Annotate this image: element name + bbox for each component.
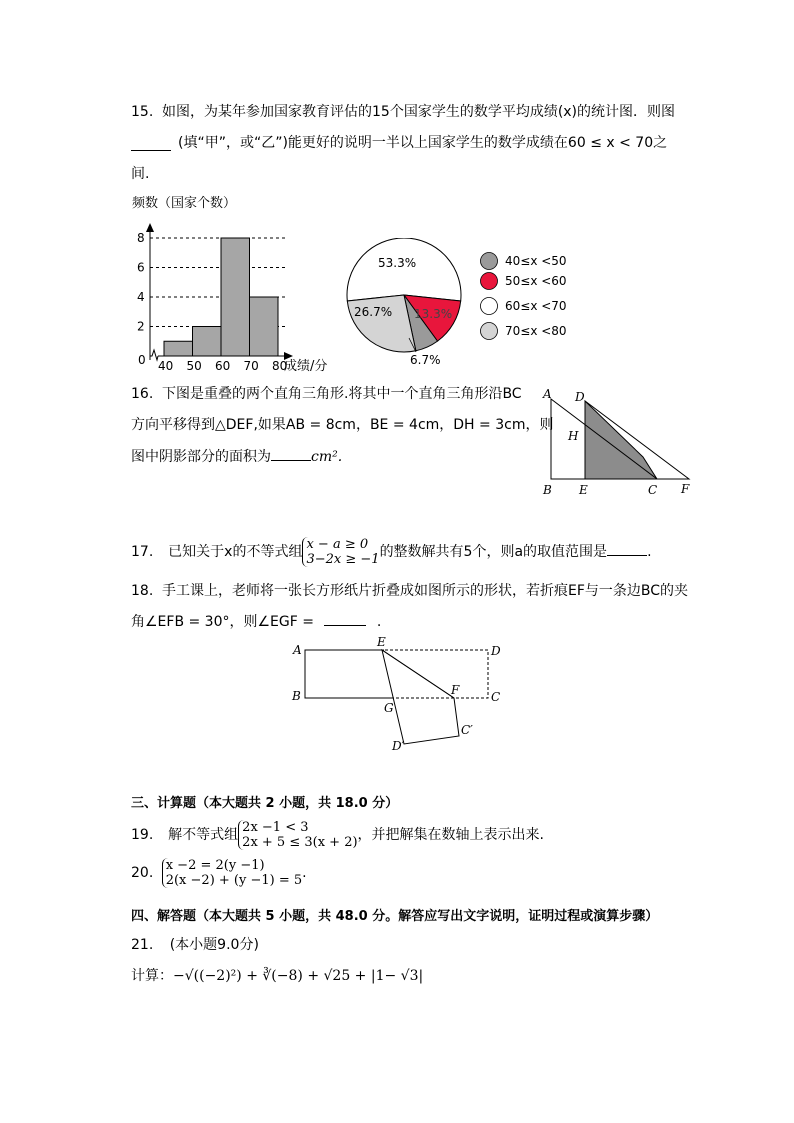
q15-pie-legend xyxy=(478,250,588,342)
q16-label-B: B xyxy=(543,483,552,497)
q17: 17. 已知关于x的不等式组 x − a ≥ 0 3−2x ≥ −1 的整数解共有5个，则a的取值范围是 . xyxy=(131,537,652,567)
q18-answer-blank[interactable] xyxy=(324,611,366,626)
histogram-x-tick: 40 xyxy=(158,359,174,373)
q18-label-C: C xyxy=(491,690,501,704)
q18-label-E: E xyxy=(377,636,386,649)
q15-histogram xyxy=(128,190,348,375)
histogram-x-tick: 80 xyxy=(272,359,288,373)
q16-answer-blank[interactable] xyxy=(271,446,311,461)
q16-line2: 方向平移得到△DEF,如果AB = 8cm，BE = 4cm，DH = 3cm，则 xyxy=(131,417,554,433)
histogram-xlabel: 成绩/分 xyxy=(284,359,328,374)
q16-label-C: C xyxy=(648,483,658,497)
histogram-y-tick: 4 xyxy=(137,290,145,304)
q20: 20. x −2 = 2(y −1) 2(x −2) + (y −1) = 5 . xyxy=(131,858,307,888)
q21-score: (本小题9.0分) xyxy=(169,937,259,953)
histogram-y-tick: 0 xyxy=(138,353,146,367)
histogram-bar xyxy=(250,297,279,356)
q18-label-F: F xyxy=(451,683,460,697)
pie-label-13: 13.3% xyxy=(414,307,453,321)
histogram-y-tick: 8 xyxy=(137,231,145,245)
section-4-title: 四、解答题（本大题共 5 小题，共 48.0 分。解答应写出文字说明，证明过程或演算步骤） xyxy=(131,909,659,924)
q17-post: 的整数解共有5个，则a的取值范围是 xyxy=(379,544,608,560)
pie-label-26: 26.7% xyxy=(354,305,393,319)
q15-line2: (填“甲”，或“乙”)能更好的说明一半以上国家学生的数学成绩在60 ≤ x < 70之 xyxy=(178,135,668,151)
q18-label-A: A xyxy=(293,643,302,657)
q16-number: 16. xyxy=(131,386,154,402)
q18-label-D: D xyxy=(491,644,501,658)
q16-triangle-figure xyxy=(538,384,698,499)
q18-label-D-prime: D′ xyxy=(392,739,405,753)
legend-60-70: 60≤x <70 xyxy=(505,299,567,313)
q18-number: 18. xyxy=(131,583,154,599)
legend-50-60: 50≤x <60 xyxy=(505,274,567,288)
q18-line1: 手工课上，老师将一张长方形纸片折叠成如图所示的形状，若折痕EF与一条边BC的夹 xyxy=(162,583,689,599)
q15-pie-chart xyxy=(345,238,470,373)
q21-header xyxy=(131,935,259,955)
histogram-bar xyxy=(221,238,250,356)
histogram-title: 频数（国家个数） xyxy=(132,196,237,211)
q17-answer-blank[interactable] xyxy=(607,541,647,556)
q19-post: ，并把解集在数轴上表示出来. xyxy=(357,827,544,843)
q15-number: 15. xyxy=(131,104,154,120)
q19-pre: 解不等式组 xyxy=(168,827,239,843)
histogram-x-tick: 60 xyxy=(215,359,231,373)
histogram-x-tick: 70 xyxy=(243,359,259,373)
legend-70-80: 70≤x <80 xyxy=(505,324,567,338)
q20-system: x −2 = 2(y −1) 2(x −2) + (y −1) = 5 xyxy=(162,858,302,888)
legend-40-50: 40≤x <50 xyxy=(505,254,567,268)
histogram-x-tick: 50 xyxy=(186,359,202,373)
q19 xyxy=(131,820,544,850)
q16-line1: 下图是重叠的两个直角三角形.将其中一个直角三角形沿BC xyxy=(162,386,522,402)
q21-expression: −√((−2)²) + ∛(−8) + √25 + |1− √3| xyxy=(173,968,424,984)
q16-label-H: H xyxy=(568,429,579,443)
q15-answer-blank[interactable] xyxy=(131,136,171,157)
q18-label-G: G xyxy=(384,701,394,715)
histogram-y-tick: 2 xyxy=(137,319,145,334)
q19-system: 2x −1 < 3 2x + 5 ≤ 3(x + 2) xyxy=(238,820,357,850)
q16-unit: cm². xyxy=(311,449,343,465)
q15-line3: 间. xyxy=(131,166,150,182)
q17-pre: 已知关于x的不等式组 xyxy=(168,544,303,560)
q19-number: 19. xyxy=(131,827,154,843)
pie-slice xyxy=(347,295,416,352)
q18-folding-figure xyxy=(288,636,508,756)
q18-label-B: B xyxy=(292,689,301,703)
q17-number: 17. xyxy=(131,544,154,560)
histogram-bar xyxy=(193,327,222,357)
q21-expression-line xyxy=(131,966,423,986)
q16-line3-text: 图中阴影部分的面积为 xyxy=(131,449,271,465)
q16-label-E: E xyxy=(579,483,588,497)
q16-label-F: F xyxy=(681,482,690,496)
pie-label-53: 53.3% xyxy=(378,256,417,270)
section-3-title: 三、计算题（本大题共 2 小题，共 18.0 分） xyxy=(131,796,399,811)
q16-label-D: D xyxy=(575,390,585,404)
q21-number: 21. xyxy=(131,937,154,953)
q20-number: 20. xyxy=(131,865,154,881)
q15-line1: 如图，为某年参加国家教育评估的15个国家学生的数学平均成绩(x)的统计图．则图 xyxy=(162,104,676,120)
q16-line3 xyxy=(131,446,342,467)
pie-label-6: 6.7% xyxy=(410,353,441,367)
q18-label-C-prime: C′ xyxy=(461,723,473,737)
q21-calc-label: 计算： xyxy=(131,968,173,984)
q17-system: x − a ≥ 0 3−2x ≥ −1 xyxy=(302,537,379,567)
q16-label-A: A xyxy=(543,387,552,401)
histogram-bar xyxy=(164,341,193,356)
histogram-y-tick: 6 xyxy=(137,260,145,275)
q18-line2-text: 角∠EFB = 30°，则∠EGF = xyxy=(131,614,314,630)
q18-line2: 角∠EFB = 30°，则∠EGF = . xyxy=(131,611,381,632)
